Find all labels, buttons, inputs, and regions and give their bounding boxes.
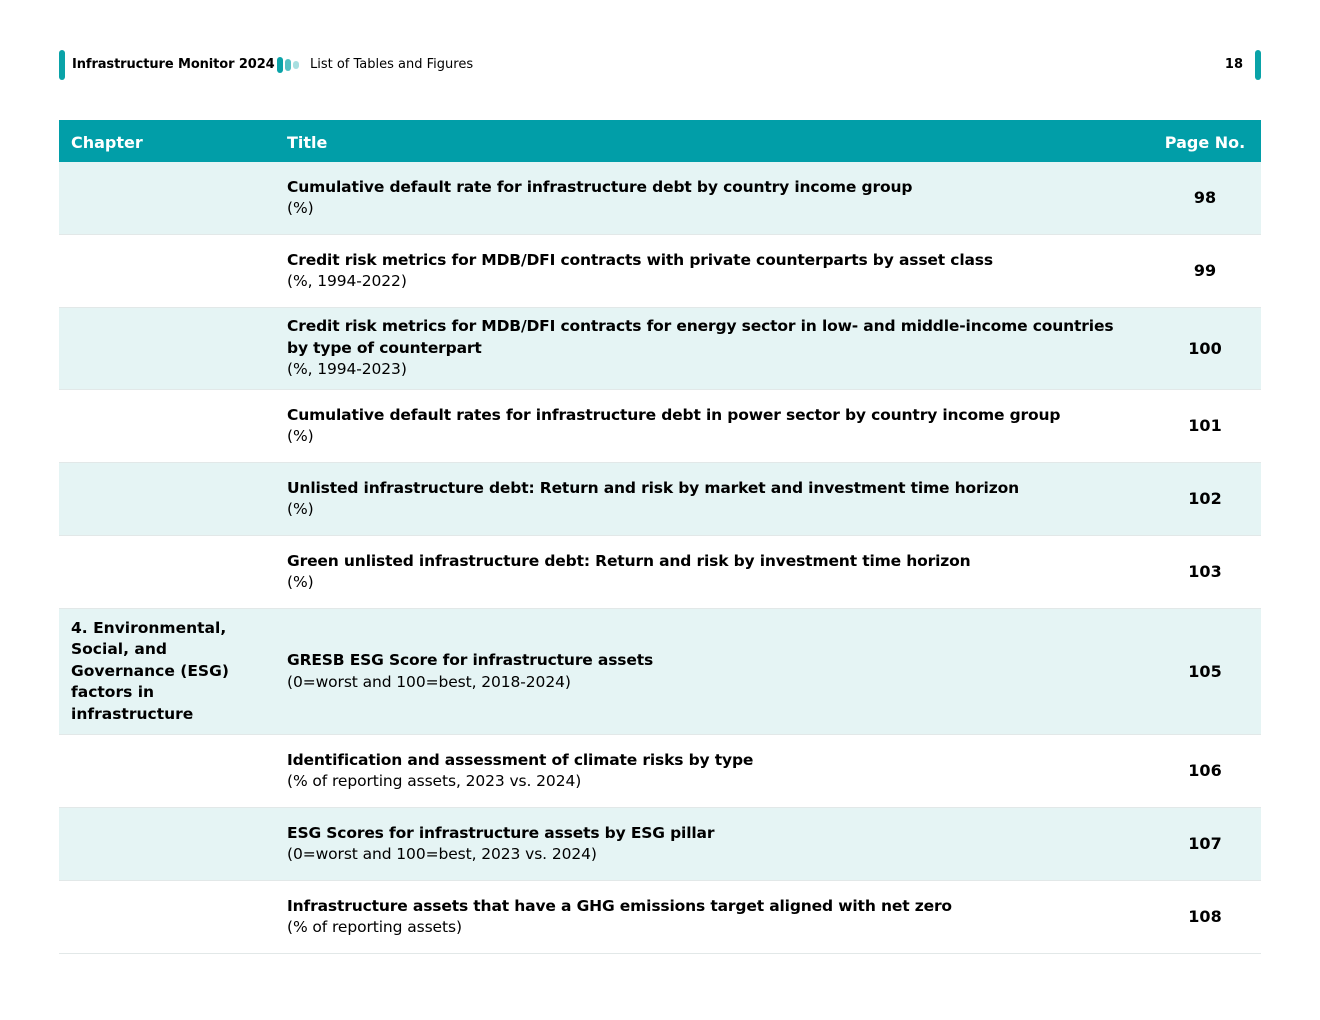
row-chapter <box>59 235 275 308</box>
figure-title: Identification and assessment of climate risks by type <box>287 750 754 769</box>
row-page-number[interactable]: 108 <box>1188 907 1222 927</box>
row-title-cell <box>275 162 1149 235</box>
row-title-cell <box>275 735 1149 808</box>
figure-title: Green unlisted infrastructure debt: Return and risk by investment time horizon <box>287 551 971 570</box>
table-row[interactable] <box>59 536 1261 609</box>
row-page-number[interactable]: 106 <box>1188 761 1222 781</box>
figure-unit: (%) <box>287 427 314 445</box>
row-chapter <box>59 735 275 808</box>
row-title-cell <box>275 463 1149 536</box>
figure-unit: (%) <box>287 199 314 217</box>
table-row[interactable] <box>59 609 1261 735</box>
table-row[interactable] <box>59 881 1261 954</box>
row-page-number[interactable]: 101 <box>1188 416 1222 436</box>
row-page-number[interactable]: 98 <box>1149 162 1261 235</box>
header-accent-bar-left <box>59 50 65 80</box>
figure-unit: (% of reporting assets) <box>287 918 462 936</box>
figure-unit: (%) <box>287 500 314 518</box>
row-chapter <box>59 308 275 390</box>
publication-title: Infrastructure Monitor 2024 <box>72 57 275 72</box>
table-row[interactable] <box>59 390 1261 463</box>
figure-unit: (0=worst and 100=best, 2023 vs. 2024) <box>287 845 597 863</box>
figure-title: Credit risk metrics for MDB/DFI contracts with private counterparts by asset class <box>287 250 993 269</box>
figure-title: Cumulative default rates for infrastructure debt in power sector by country income group <box>287 405 1061 424</box>
row-chapter <box>59 808 275 881</box>
table-row[interactable] <box>59 235 1261 308</box>
row-page-number[interactable]: 105 <box>1149 609 1261 735</box>
figure-title: Unlisted infrastructure debt: Return and risk by market and investment time horizon <box>287 478 1019 497</box>
table-header <box>59 120 1261 162</box>
row-title-cell <box>275 235 1149 308</box>
page-header <box>59 50 1261 80</box>
row-title-cell <box>275 881 1149 954</box>
table-row[interactable] <box>59 162 1261 235</box>
table-row[interactable] <box>59 463 1261 536</box>
row-title-cell <box>275 536 1149 609</box>
row-chapter: 4. Environmental, Social, and Governance (ESG) factors in infrastructure <box>59 609 275 735</box>
page-number: 18 <box>1224 57 1243 72</box>
list-of-figures-table <box>59 120 1261 954</box>
table-row[interactable] <box>59 735 1261 808</box>
figure-unit: (% of reporting assets, 2023 vs. 2024) <box>287 772 582 790</box>
row-page-number[interactable]: 102 <box>1149 463 1261 536</box>
figure-unit: (%, 1994-2022) <box>287 272 407 290</box>
figure-title: GRESB ESG Score for infrastructure assets <box>287 651 654 669</box>
row-page-number[interactable]: 107 <box>1149 808 1261 881</box>
figure-unit: (%, 1994-2023) <box>287 360 407 379</box>
row-title-cell <box>275 609 1149 735</box>
row-title-cell <box>275 808 1149 881</box>
header-accent-bar-right <box>1255 50 1261 80</box>
column-header-page: Page No. <box>1149 120 1261 162</box>
figure-unit: (%) <box>287 573 314 591</box>
column-header-title: Title <box>275 120 1149 162</box>
section-divider-icon <box>277 57 303 73</box>
figure-unit: (0=worst and 100=best, 2018-2024) <box>287 672 571 691</box>
table-row[interactable] <box>59 308 1261 390</box>
row-chapter <box>59 881 275 954</box>
row-chapter <box>59 390 275 463</box>
row-page-number[interactable]: 99 <box>1193 261 1217 281</box>
row-chapter <box>59 162 275 235</box>
row-chapter <box>59 536 275 609</box>
figure-title: Credit risk metrics for MDB/DFI contracts for energy sector in low- and middle-income countries by type of counterpart <box>287 317 1114 357</box>
table-row[interactable] <box>59 808 1261 881</box>
column-header-chapter: Chapter <box>59 120 275 162</box>
section-title: List of Tables and Figures <box>310 57 474 72</box>
figure-title: ESG Scores for infrastructure assets by ESG pillar <box>287 823 715 842</box>
row-title-cell <box>275 308 1149 390</box>
row-chapter <box>59 463 275 536</box>
figure-title: Cumulative default rate for infrastructure debt by country income group <box>287 177 913 196</box>
row-page-number[interactable]: 103 <box>1188 562 1222 582</box>
row-page-number[interactable]: 100 <box>1149 308 1261 390</box>
figure-title: Infrastructure assets that have a GHG emissions target aligned with net zero <box>287 896 952 915</box>
row-title-cell <box>275 390 1149 463</box>
